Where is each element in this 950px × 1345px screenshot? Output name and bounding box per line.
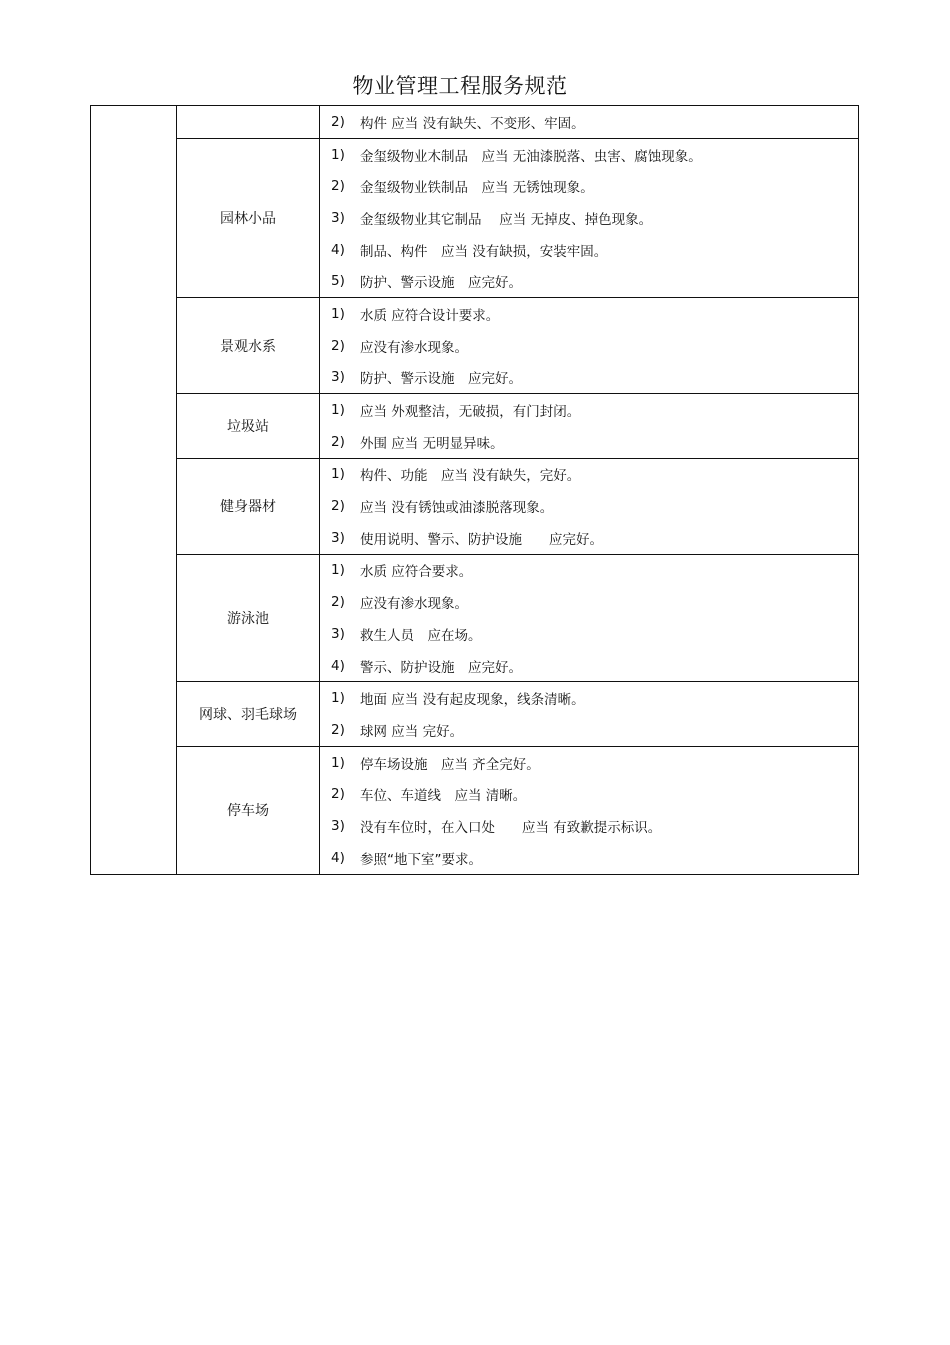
requirement-number: 3) [331,625,345,642]
requirement-line [320,202,858,234]
requirement-number: 3) [331,369,345,386]
table-row [91,106,859,139]
item-name-cell: 停车场 [177,746,320,874]
requirement-number: 3) [331,817,345,834]
requirement-line [320,298,858,330]
requirement-number: 2) [331,721,345,738]
requirement-text: 外围 应当 无明显异味。 [360,435,504,452]
table-row [91,554,859,682]
requirement-text: 没有车位时，在入口处 应当 有致歉提示标识。 [360,819,662,836]
table-row [91,458,859,554]
requirement-number: 3) [331,209,345,226]
requirement-number: 4) [331,241,345,258]
requirement-line [320,106,858,138]
requirement-line [320,810,858,842]
requirements-cell [320,458,859,554]
requirement-line [320,555,858,587]
requirements-cell [320,394,859,458]
requirement-number: 1) [331,146,345,163]
requirement-line [320,714,858,746]
table-row [91,682,859,746]
requirement-text: 应没有渗水现象。 [360,339,468,356]
requirement-number: 4) [331,657,345,674]
requirement-line [320,426,858,458]
requirement-number: 1) [331,690,345,707]
requirement-line [320,265,858,297]
page-title: 物业管理工程服务规范 [352,74,568,98]
requirement-text: 金玺级物业其它制品 应当 无掉皮、掉色现象。 [360,211,653,228]
requirement-number: 2) [331,113,345,130]
requirement-line [320,618,858,650]
requirement-number: 2) [331,498,345,515]
requirements-cell [320,138,859,297]
requirement-text: 参照“地下室”要求。 [360,851,482,868]
requirements-cell [320,746,859,874]
requirement-text: 球网 应当 完好。 [360,723,464,740]
spec-table [90,105,859,875]
requirement-text: 应当 外观整洁，无破损，有门封闭。 [360,404,581,421]
requirement-number: 1) [331,562,345,579]
requirement-line [320,747,858,779]
requirement-line [320,459,858,491]
item-name-cell: 垃圾站 [177,394,320,458]
requirement-line [320,842,858,874]
requirement-text: 停车场设施 应当 齐全完好。 [360,756,540,773]
requirements-cell [320,106,859,139]
requirement-line [320,586,858,618]
requirements-cell [320,682,859,746]
requirement-number: 1) [331,466,345,483]
requirement-number: 1) [331,305,345,322]
requirement-line [320,170,858,202]
requirement-text: 防护、警示设施 应完好。 [360,275,522,292]
requirement-text: 救生人员 应在场。 [360,627,482,644]
requirement-number: 1) [331,402,345,419]
requirement-line [320,682,858,714]
item-name-cell [177,106,320,139]
requirement-number: 3) [331,529,345,546]
item-name-cell: 网球、羽毛球场 [177,682,320,746]
requirement-text: 制品、构件 应当 没有缺损，安装牢固。 [360,243,608,260]
requirement-text: 构件、功能 应当 没有缺失，完好。 [360,468,581,485]
requirement-line [320,139,858,171]
requirement-line [320,234,858,266]
requirement-number: 2) [331,594,345,611]
item-name-cell: 园林小品 [177,138,320,297]
requirement-line [320,522,858,554]
requirement-line [320,650,858,682]
requirement-number: 5) [331,273,345,290]
requirement-number: 2) [331,337,345,354]
requirement-text: 构件 应当 没有缺失、不变形、牢固。 [360,115,585,132]
requirement-text: 金玺级物业木制品 应当 无油漆脱落、虫害、腐蚀现象。 [360,148,702,165]
requirement-text: 使用说明、警示、防护设施 应完好。 [360,531,603,548]
requirement-number: 1) [331,754,345,771]
item-name-cell: 健身器材 [177,458,320,554]
table-row [91,746,859,874]
requirement-text: 水质 应符合要求。 [360,564,473,581]
requirement-number: 2) [331,786,345,803]
item-name-cell: 游泳池 [177,554,320,682]
requirement-line [320,778,858,810]
requirement-line [320,330,858,362]
requirement-text: 水质 应符合设计要求。 [360,307,500,324]
requirement-number: 4) [331,849,345,866]
requirement-line [320,490,858,522]
requirement-line [320,394,858,426]
requirements-cell [320,554,859,682]
item-name-cell: 景观水系 [177,298,320,394]
requirement-text: 警示、防护设施 应完好。 [360,659,522,676]
table-row [91,394,859,458]
requirement-text: 车位、车道线 应当 清晰。 [360,788,527,805]
requirement-number: 2) [331,178,345,195]
requirement-text: 防护、警示设施 应完好。 [360,371,522,388]
requirement-number: 2) [331,433,345,450]
category-cell [91,106,177,875]
requirements-cell [320,298,859,394]
requirement-line [320,362,858,394]
requirement-text: 地面 应当 没有起皮现象，线条清晰。 [360,692,585,709]
requirement-text: 金玺级物业铁制品 应当 无锈蚀现象。 [360,180,594,197]
requirement-text: 应当 没有锈蚀或油漆脱落现象。 [360,500,554,517]
table-row [91,298,859,394]
table-row [91,138,859,297]
requirement-text: 应没有渗水现象。 [360,596,468,613]
